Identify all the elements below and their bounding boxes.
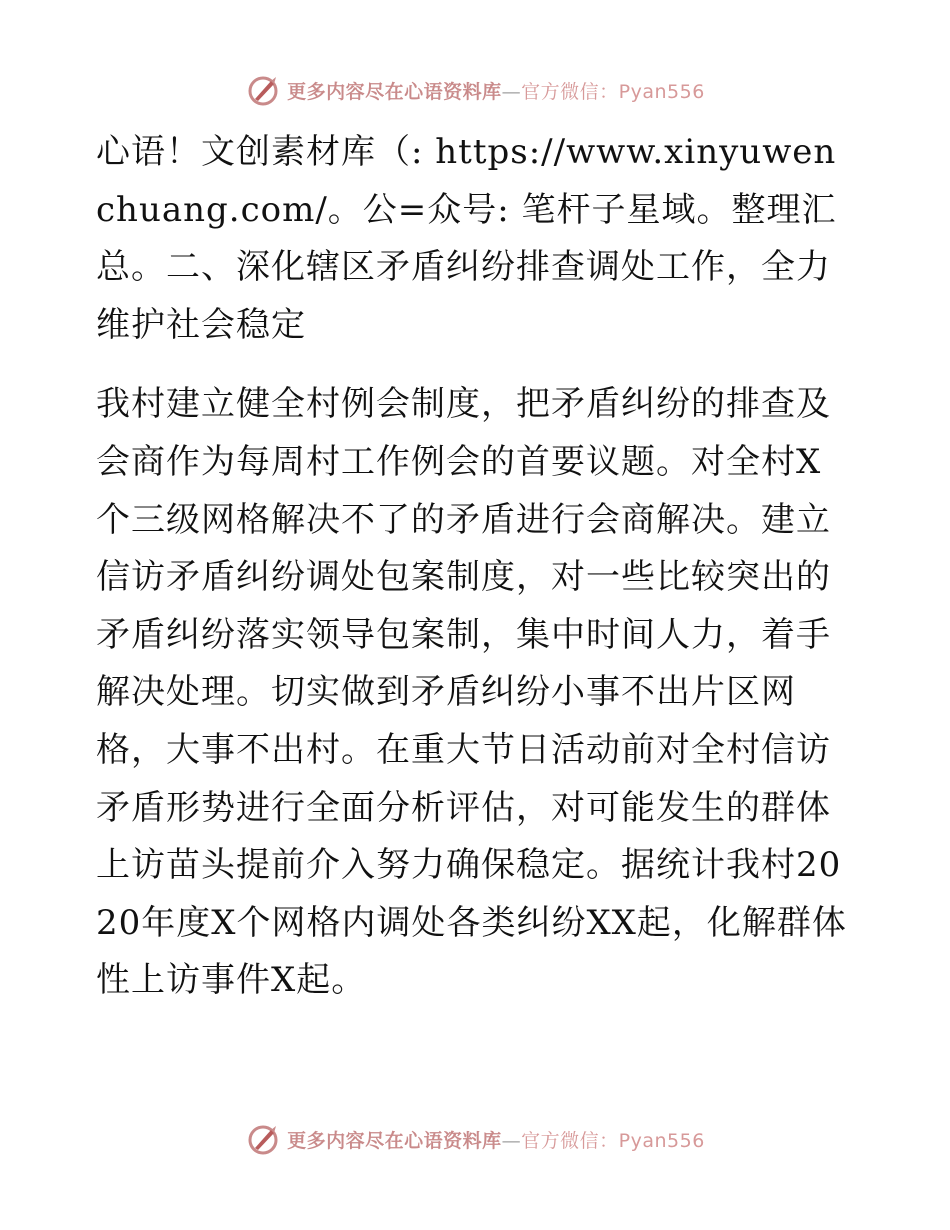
footer-watermark-banner [0, 1119, 950, 1159]
quill-circle-logo-icon [245, 72, 281, 108]
header-watermark-banner [0, 70, 950, 110]
header-banner-separator: — [501, 80, 522, 103]
header-banner-contact: 官方微信：Pyan556 [521, 80, 705, 103]
footer-banner-main: 更多内容尽在心语资料库 [287, 1129, 502, 1152]
footer-banner-contact: 官方微信：Pyan556 [521, 1129, 705, 1152]
paragraph-intro: 心语！文创素材库（: https://www.xinyuwenchuang.com/。公=众号: 笔杆子星域。整理汇总。二、深化辖区矛盾纠纷排查调处工作，全力维护社会稳定 [96, 132, 837, 345]
header-banner-main: 更多内容尽在心语资料库 [287, 80, 502, 103]
document-body [96, 124, 856, 1010]
footer-banner-separator: — [501, 1129, 522, 1152]
paragraph-main: 我村建立健全村例会制度，把矛盾纠纷的排查及会商作为每周村工作例会的首要议题。对全村X个三级网格解决不了的矛盾进行会商解决。建立信访矛盾纠纷调处包案制度，对一些比较突出的矛盾纠纷落实领导包案制，集中时间人力，着手解决处理。切实做到矛盾纠纷小事不出片区网格，大事不出村。在重大节日活动前对全村信访矛盾形势进行全面分析评估，对可能发生的群体上访苗头提前介入努力确保稳定。据统计我村2020年度X个网格内调处各类纠纷XX起，化解群体性上访事件X起。 [96, 384, 847, 1001]
quill-circle-logo-icon [245, 1121, 281, 1157]
footer-banner-text [287, 1126, 705, 1153]
header-banner-text [287, 77, 705, 104]
